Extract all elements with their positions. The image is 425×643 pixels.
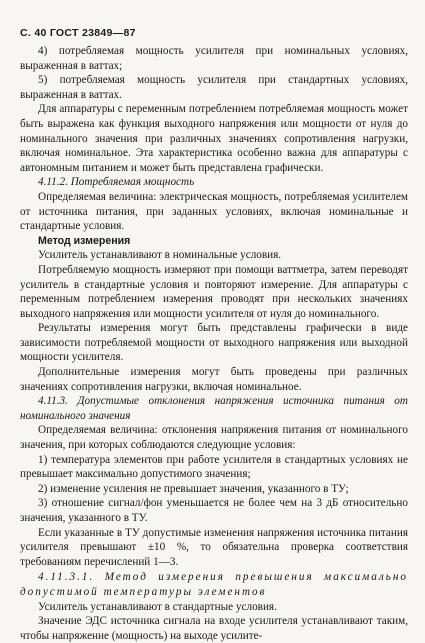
paragraph-results: Результаты измерения могут быть представлены графически в виде зависимости потребляемой мощности от выходного напряжения или выходной мощности усилителя. (20, 322, 408, 364)
condition-1: 1) температура элементов при работе усилителя в стандартных условиях не превышает максимально допустимого значения; (20, 453, 408, 481)
paragraph-setup: Усилитель устанавливают в номинальные условия. (38, 249, 282, 262)
section-heading-4-11-2: 4.11.2. Потребляемая мощность (38, 176, 195, 189)
paragraph-tolerance-check: Если указанные в ТУ допустимые изменения напряжения источника питания усилителя превышают ±10 %, то обязательна проверка соответствия требованиям перечислений 1—3. (20, 526, 408, 568)
condition-2: 2) изменение усиления не превышает значения, указанного в ТУ; (38, 482, 349, 495)
paragraph-standard-conditions: Усилитель устанавливают в стандартные условия. (38, 600, 277, 613)
section-heading-4-11-3: 4.11.3. Допустимые отклонения напряжения источника питания от номинального значения (20, 395, 408, 422)
paragraph-emf-setting: Значение ЭДС источника сигнала на входе усилителя устанавливают таким, чтобы напряжение (мощность) на выходе усилите- (20, 615, 408, 642)
list-item-5: 5) потребляемая мощность усилителя при стандартных условиях, выраженная в ваттах. (20, 74, 408, 101)
paragraph-definition-deviation: Определяемая величина: отклонения напряжения питания от номинального значения, при которых соблюдаются следующие условия: (20, 424, 408, 452)
list-item-4: 4) потребляемая мощность усилителя при номинальных условиях, выраженная в ваттах; (20, 45, 408, 72)
document-body (20, 44, 408, 643)
method-heading: Метод измерения (38, 234, 131, 247)
section-heading-4-11-3-1: 4.11.3.1. Метод измерения превышения максимально допустимой температуры элементов (20, 571, 408, 598)
page-header: С. 40 ГОСТ 23849—87 (20, 27, 136, 39)
paragraph-additional: Дополнительные измерения могут быть проведены при различных значениях сопротивления нагрузки, включая номинальное. (20, 366, 408, 393)
paragraph-measurement: Потребляемую мощность измеряют при помощи ваттметра, затем переводят усилитель в стандартные условия и повторяют измерение. Для аппаратуры с переменным потреблением измерения проводят при нескольких значениях выходного напряжения или мощности усилителя от нуля до номинального. (20, 263, 408, 320)
condition-3: 3) отношение сигнал/фон уменьшается не более чем на 3 дБ относительно значения, указанного в ТУ. (20, 497, 408, 524)
paragraph-variable-consumption: Для аппаратуры с переменным потреблением потребляемая мощность может быть выражена как функция выходного напряжения или мощности от нуля до номинального значения при различных значениях сопротивления нагрузки, включая номинальное. Эта характеристика особенно важна для аппаратуры с автономным питанием и может быть представлена графически. (20, 103, 408, 174)
paragraph-definition: Определяемая величина: электрическая мощность, потребляемая усилителем от источника питания, при заданных условиях, включая номинальные и стандартные условия. (20, 190, 408, 233)
